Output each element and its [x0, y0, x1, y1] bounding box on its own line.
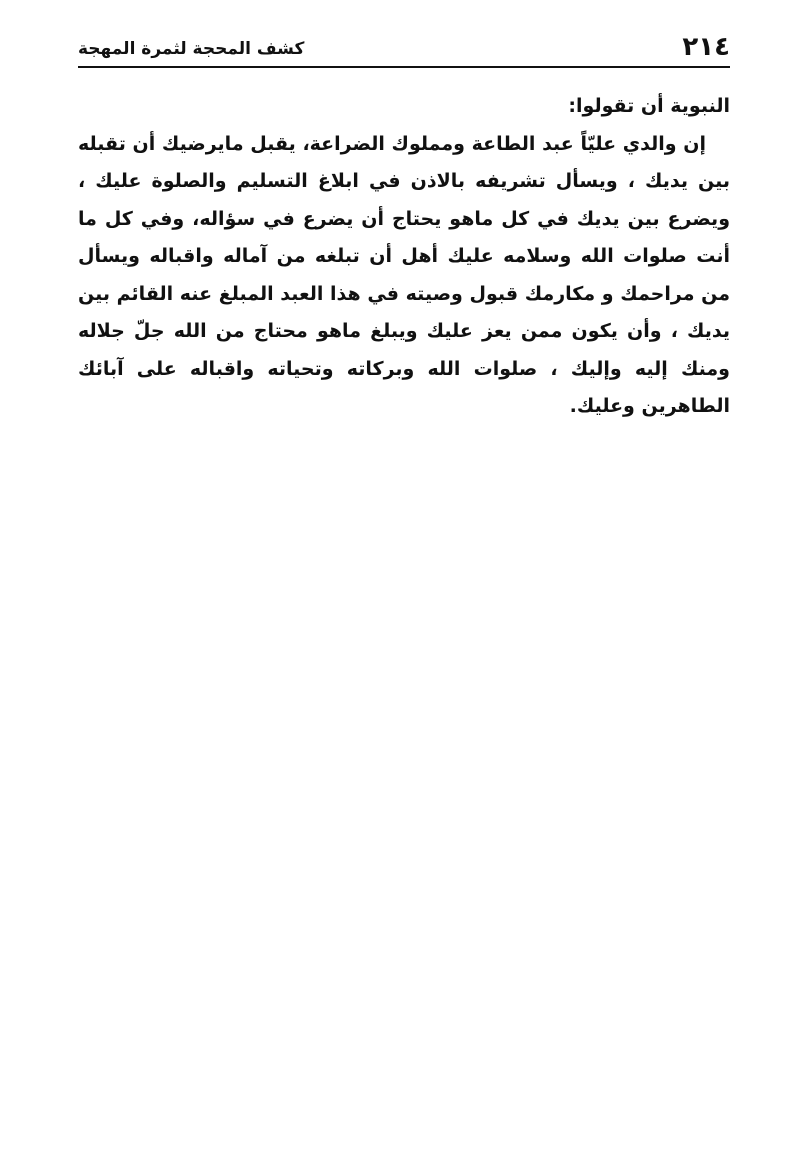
main-paragraph: إن والدي عليّاً عبد الطاعة ومملوك الضراعة، يقبل مايرضيك أن تقبله بين يديك ، ويسأل تشريفه بالاذن في ابلاغ التسليم والصلوة عليك ، ويضرع بين يديك في كل ماهو يحتاج أن يضرع في سؤاله، وفي كل ما أنت صلوات الله وسلامه عليك أهل أن تبلغه من آماله واقباله ويسأل من مراحمك و مكارمك قبول وصيته في هذا العبد المبلغ عنه القائم بين يديك ، وأن يكون ممن يعز عليك ويبلغ ماهو محتاج من الله جلّ جلاله ومنك إليه وإليك ، صلوات الله وبركاته وتحياته واقباله على آبائك الطاهرين وعليك.	[78, 132, 730, 417]
lead-line: النبوية أن تقولوا:	[568, 95, 730, 117]
body-text	[78, 88, 730, 426]
header-rule	[78, 66, 730, 68]
page-number: ٢١٤	[682, 32, 730, 62]
running-title: كشف المحجة لثمرة المهجة	[78, 39, 305, 59]
page-header	[78, 28, 730, 68]
